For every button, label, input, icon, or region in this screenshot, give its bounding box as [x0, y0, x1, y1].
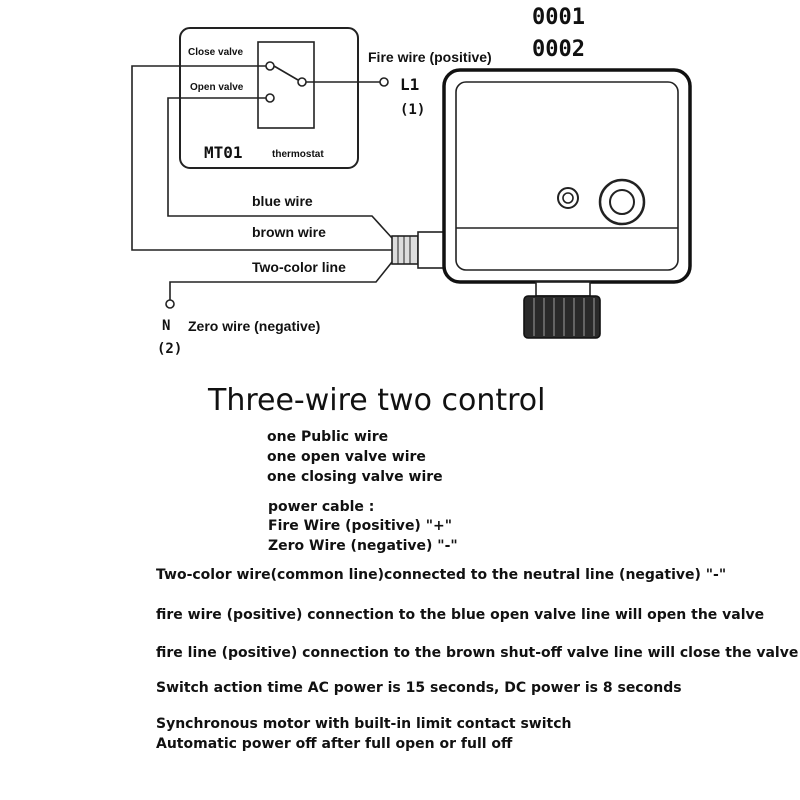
note-action-time: Switch action time AC power is 15 seconds, DC power is 8 seconds — [156, 680, 682, 696]
thermostat-label: thermostat — [272, 149, 324, 160]
note-close-valve: fire line (positive) connection to the brown shut-off valve line will close the valve — [156, 645, 799, 661]
n-number: (2) — [157, 341, 183, 357]
brown-wire-path — [132, 66, 392, 250]
switch-arm — [274, 66, 298, 80]
open-contact — [266, 94, 274, 102]
power-fire-wire: Fire Wire (positive) "+" — [268, 518, 453, 534]
indicator-small-outer — [558, 188, 578, 208]
two-color-line-label: Two-color line — [252, 259, 346, 275]
open-valve-label: Open valve — [190, 82, 244, 93]
actuator-inner — [456, 82, 678, 270]
power-cable-heading: power cable : — [268, 499, 375, 515]
wiring-diagram — [0, 0, 800, 380]
wire-item-closing: one closing valve wire — [267, 469, 443, 485]
common-contact — [298, 78, 306, 86]
indicator-large-inner — [610, 190, 634, 214]
l1-terminal — [380, 78, 388, 86]
note-auto-off: Automatic power off after full open or full off — [156, 736, 513, 752]
l1-number: (1) — [400, 102, 426, 118]
cable-gland — [392, 236, 418, 264]
indicator-small-inner — [563, 193, 573, 203]
blue-wire-label: blue wire — [252, 193, 313, 209]
n-label: N — [162, 318, 171, 334]
n-terminal — [166, 300, 174, 308]
wire-item-open: one open valve wire — [267, 449, 426, 465]
l1-label: L1 — [400, 75, 420, 94]
valve-coupling — [524, 296, 600, 338]
fire-wire-label: Fire wire (positive) — [368, 49, 492, 65]
wire-item-public: one Public wire — [267, 429, 389, 445]
code-0001: 0001 — [532, 5, 585, 30]
code-0002: 0002 — [532, 37, 585, 62]
note-open-valve: fire wire (positive) connection to the blue open valve line will open the valve — [156, 607, 765, 623]
brown-wire-label: brown wire — [252, 224, 326, 240]
actuator-housing — [444, 70, 690, 282]
note-two-color: Two-color wire(common line)connected to the neutral line (negative) "-" — [156, 567, 727, 583]
page-title: Three-wire two control — [208, 383, 546, 418]
zero-wire-label: Zero wire (negative) — [188, 318, 321, 334]
mt01-label: MT01 — [204, 143, 243, 162]
power-zero-wire: Zero Wire (negative) "-" — [268, 538, 458, 554]
indicator-large-outer — [600, 180, 644, 224]
valve-coupling-top — [536, 282, 590, 296]
close-valve-label: Close valve — [188, 47, 244, 58]
note-motor: Synchronous motor with built-in limit contact switch — [156, 716, 572, 732]
gland-nut — [418, 232, 444, 268]
close-contact — [266, 62, 274, 70]
